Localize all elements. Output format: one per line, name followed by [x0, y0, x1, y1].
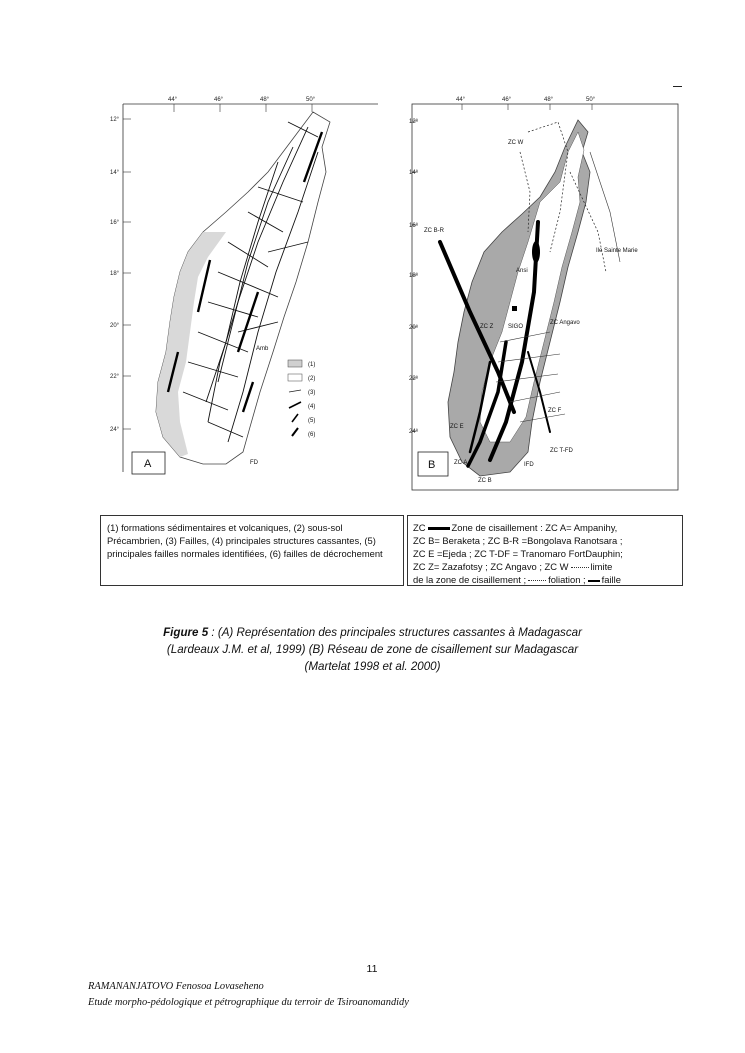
map-b-lat-20: 20°	[409, 325, 419, 331]
legend-b-line-4	[413, 560, 676, 573]
map-b-lon-48: 48°	[544, 97, 554, 103]
map-a-lat-14: 14°	[110, 170, 120, 176]
map-b-lat-22: 22°	[409, 376, 419, 382]
map-a-lat-18: 18°	[110, 271, 120, 277]
map-a-lon-48: 48°	[260, 97, 270, 103]
figure-label: Figure 5	[163, 626, 209, 639]
map-a-lat-12: 12°	[110, 117, 120, 123]
thick-line-icon	[428, 527, 450, 530]
map-b-label-sigo: SIGO	[508, 324, 524, 330]
map-a-key-2: (2)	[308, 376, 316, 382]
legend-b-line-2: ZC B= Beraketa ; ZC B-R =Bongolava Ranotsara ;	[413, 535, 623, 546]
map-b-label-zcbr: ZC B-R	[424, 228, 444, 234]
map-b-lat-24: 24°	[409, 429, 419, 435]
legend-b-line4-text: ZC Z= Zazafotsy ; ZC Angavo ; ZC W	[413, 561, 569, 572]
fault-line-icon	[588, 580, 600, 582]
map-b-label-zc-angavo: ZC Angavo	[550, 320, 580, 326]
legend-b-line1-text: Zone de cisaillement : ZC A= Ampanihy,	[451, 522, 618, 533]
foliation-line-icon	[528, 580, 546, 581]
legend-b	[407, 515, 683, 586]
map-b-label-zcf: ZC F	[548, 408, 562, 414]
map-b-label-sainte-marie: Ile Sainte Marie	[596, 248, 638, 254]
map-b-label-zce: ZC E	[450, 424, 464, 430]
map-b-lat-18: 18°	[409, 273, 419, 279]
footer-author: RAMANANJATOVO Fenosoa Lovaseheno	[88, 981, 264, 992]
map-b-lon-44: 44°	[456, 97, 466, 103]
map-a-key-6: (6)	[308, 432, 316, 438]
map-a-panel-letter: A	[144, 458, 152, 470]
map-a-lon-50: 50°	[306, 97, 316, 103]
map-b-lat-14: 14°	[409, 170, 419, 176]
map-a-label-amb: Amb	[256, 346, 269, 352]
map-b-lon-46: 46°	[502, 97, 512, 103]
map-b-svg	[410, 92, 682, 496]
legend-b-line-5	[413, 573, 676, 586]
figure-caption	[150, 624, 595, 675]
map-a-lat-16: 16°	[110, 220, 120, 226]
map-a-lon-44: 44°	[168, 97, 178, 103]
footer	[88, 979, 409, 1011]
map-a-lat-20: 20°	[110, 323, 120, 329]
legend-b-line5-end: faille	[601, 574, 621, 585]
legend-b-line4-end: limite	[590, 561, 613, 572]
dotted-line-icon	[571, 567, 589, 568]
legend-b-prefix: ZC	[413, 522, 426, 533]
legend-a	[100, 515, 404, 586]
map-a-key-5: (5)	[308, 418, 316, 424]
map-b-lat-16: 16°	[409, 223, 419, 229]
page-number: 11	[366, 963, 378, 975]
map-b-label-ansi: Ansi	[516, 268, 528, 274]
map-b-label-zcz: ZC Z	[480, 324, 494, 330]
map-a-lat-24: 24°	[110, 427, 120, 433]
legend-b-line-1	[413, 521, 676, 534]
map-b-label-zca: ZC A	[454, 460, 468, 466]
map-a-lon-46: 46°	[214, 97, 224, 103]
figure-map-a	[108, 92, 390, 496]
map-b-label-zctfd: ZC T-FD	[550, 448, 573, 454]
legend-b-line-3: ZC E =Ejeda ; ZC T-DF = Tranomaro FortDauphin;	[413, 548, 623, 559]
map-a-label-fd: FD	[250, 460, 258, 466]
header-rule	[673, 86, 682, 87]
map-a-key-4: (4)	[308, 404, 316, 410]
map-b-label-zcw: ZC W	[508, 140, 524, 146]
map-b-label-ifd: IFD	[524, 462, 534, 468]
legend-b-line5-start: de la zone de cisaillement ;	[413, 574, 527, 585]
map-b-panel-letter: B	[428, 459, 436, 471]
figure-map-b	[410, 92, 682, 496]
map-a-key-1: (1)	[308, 362, 316, 368]
map-b-lon-50: 50°	[586, 97, 596, 103]
footer-thesis-title: Etude morpho-pédologique et pétrographique du terroir de Tsiroanomandidy	[88, 997, 409, 1008]
map-a-lat-22: 22°	[110, 374, 120, 380]
legend-b-line5-mid: foliation ;	[548, 574, 586, 585]
map-b-label-zcb: ZC B	[478, 478, 492, 484]
figure-caption-text: : (A) Représentation des principales structures cassantes à Madagascar (Lardeaux J.M. et al, 1999) (B) Réseau de zone de cisaillement sur Madagascar (Martelat 1998 et al. 2000)	[166, 626, 582, 673]
legend-a-text: (1) formations sédimentaires et volcaniques, (2) sous-sol Précambrien, (3) Failles, (4) principales structures cassantes, (5) principales failles normales identifiées, (6) failles de décrochement	[107, 522, 383, 559]
map-b-lat-12: 12°	[409, 119, 419, 125]
map-a-key-3: (3)	[308, 390, 316, 396]
map-a-svg	[108, 92, 390, 496]
